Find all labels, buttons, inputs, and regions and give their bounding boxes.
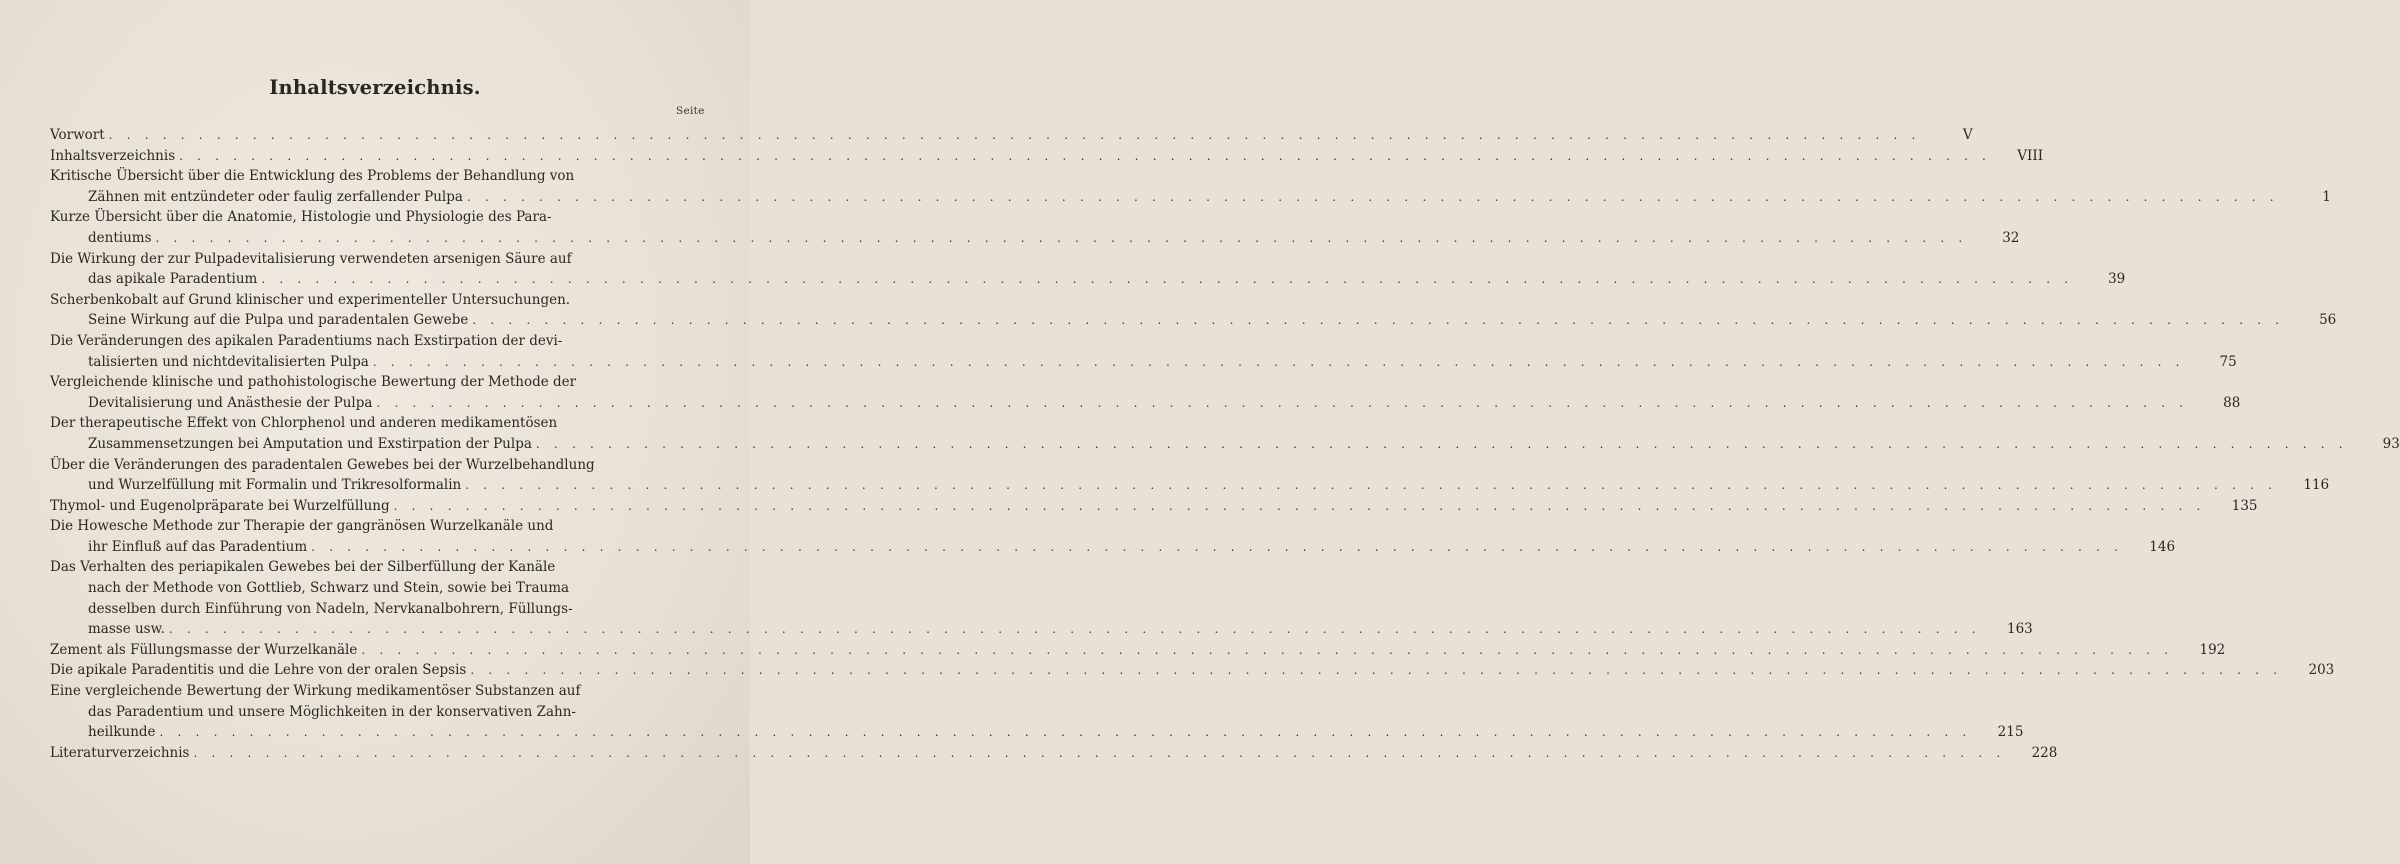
toc-entry-line: Devitalisierung und Anästhesie der Pulpa	[88, 394, 373, 411]
dot-leader: . . . . . . . . . . . . . . . . . . . . . . . . . . . . . . . . . . . . . . . . . . . . . . . . . . . . . . . . . . . . . . . . . . . . . . . . . . . . . . . . . . . . . . . . . . . . . . . . . . . . .	[168, 622, 1981, 637]
toc-entry	[50, 166, 2331, 207]
dot-leader: . . . . . . . . . . . . . . . . . . . . . . . . . . . . . . . . . . . . . . . . . . . . . . . . . . . . . . . . . . . . . . . . . . . . . . . . . . . . . . . . . . . . . . . . . . . . . . . . . . . . .	[361, 642, 2174, 657]
toc-entry-line: das Paradentium und unsere Möglichkeiten in der konservativen Zahn-	[88, 703, 576, 720]
toc-entry-line: das apikale Paradentium	[88, 271, 258, 288]
toc-entry	[50, 455, 2330, 496]
page-column-header: Seite	[676, 105, 705, 117]
dot-leader: . . . . . . . . . . . . . . . . . . . . . . . . . . . . . . . . . . . . . . . . . . . . . . . . . . . . . . . . . . . . . . . . . . . . . . . . . . . . . . . . . . . . . . . . . . . . . . . . . . . . .	[535, 436, 2348, 451]
toc-entry	[50, 660, 2335, 681]
toc-entry	[50, 516, 2176, 557]
toc-entry	[50, 331, 2237, 372]
toc-entry-last-line	[50, 125, 1973, 146]
toc-page-number: V	[1962, 127, 1973, 143]
toc-entry-line: desselben durch Einführung von Nadeln, Nervkanalbohrern, Füllungs-	[88, 600, 573, 617]
toc-entry-last-line	[50, 660, 2335, 681]
toc-page-number: 39	[2108, 271, 2126, 288]
toc-entry-last-line	[50, 146, 2044, 167]
toc-page-number: 32	[2002, 229, 2020, 246]
toc-page-number: 116	[2303, 477, 2330, 494]
toc-entry-last-line	[50, 187, 2331, 208]
toc-entry-last-line	[50, 228, 2020, 249]
dot-leader: . . . . . . . . . . . . . . . . . . . . . . . . . . . . . . . . . . . . . . . . . . . . . . . . . . . . . . . . . . . . . . . . . . . . . . . . . . . . . . . . . . . . . . . . . . . . . . . . . . . . .	[311, 539, 2124, 554]
toc-entry-last-line	[50, 722, 2024, 743]
dot-leader: . . . . . . . . . . . . . . . . . . . . . . . . . . . . . . . . . . . . . . . . . . . . . . . . . . . . . . . . . . . . . . . . . . . . . . . . . . . . . . . . . . . . . . . . . . . . . . . . . . . . .	[159, 725, 1972, 740]
toc-entry-line: Inhaltsverzeichnis	[50, 147, 176, 164]
toc-entry-line: Über die Veränderungen des paradentalen Gewebes bei der Wurzelbehandlung	[50, 456, 595, 473]
dot-leader: . . . . . . . . . . . . . . . . . . . . . . . . . . . . . . . . . . . . . . . . . . . . . . . . . . . . . . . . . . . . . . . . . . . . . . . . . . . . . . . . . . . . . . . . . . . . . . . . . . . . .	[470, 663, 2283, 678]
toc-entry	[50, 640, 2226, 661]
toc-entry-line: dentiums	[88, 229, 152, 246]
dot-leader: . . . . . . . . . . . . . . . . . . . . . . . . . . . . . . . . . . . . . . . . . . . . . . . . . . . . . . . . . . . . . . . . . . . . . . . . . . . . . . . . . . . . . . . . . . . . . . . . . . . . .	[376, 395, 2189, 410]
toc-entry-line: Scherbenkobalt auf Grund klinischer und experimenteller Untersuchungen.	[50, 291, 571, 308]
toc-page-number: 135	[2231, 497, 2258, 514]
toc-page-number: 56	[2319, 312, 2337, 329]
toc-entry-last-line	[50, 537, 2176, 558]
dot-leader: . . . . . . . . . . . . . . . . . . . . . . . . . . . . . . . . . . . . . . . . . . . . . . . . . . . . . . . . . . . . . . . . . . . . . . . . . . . . . . . . . . . . . . . . . . . . . . . . . . . . .	[466, 189, 2279, 204]
dot-leader: . . . . . . . . . . . . . . . . . . . . . . . . . . . . . . . . . . . . . . . . . . . . . . . . . . . . . . . . . . . . . . . . . . . . . . . . . . . . . . . . . . . . . . . . . . . . . . . . . . . . .	[108, 128, 1921, 142]
toc-entry	[50, 557, 2033, 639]
page-title: Inhaltsverzeichnis.	[269, 76, 481, 99]
toc-page-number: 163	[2006, 621, 2033, 638]
toc-page-number: VIII	[2017, 147, 2044, 164]
dot-leader: . . . . . . . . . . . . . . . . . . . . . . . . . . . . . . . . . . . . . . . . . . . . . . . . . . . . . . . . . . . . . . . . . . . . . . . . . . . . . . . . . . . . . . . . . . . . . . . . . . . . .	[193, 745, 2006, 760]
toc-entry-line: Die Howesche Methode zur Therapie der gangränösen Wurzelkanäle und	[50, 518, 554, 535]
dot-leader: . . . . . . . . . . . . . . . . . . . . . . . . . . . . . . . . . . . . . . . . . . . . . . . . . . . . . . . . . . . . . . . . . . . . . . . . . . . . . . . . . . . . . . . . . . . . . . . . . . . . .	[465, 478, 2278, 493]
toc-entry-line: Die Veränderungen des apikalen Paradentiums nach Exstirpation der devi-	[50, 332, 563, 349]
dot-leader: . . . . . . . . . . . . . . . . . . . . . . . . . . . . . . . . . . . . . . . . . . . . . . . . . . . . . . . . . . . . . . . . . . . . . . . . . . . . . . . . . . . . . . . . . . . . . . . . . . . . .	[372, 354, 2185, 369]
toc-entry-line: heilkunde	[88, 724, 156, 741]
toc-entry	[50, 125, 1973, 146]
toc-entry-line: Die apikale Paradentitis und die Lehre von der oralen Sepsis	[50, 662, 467, 679]
dot-leader: . . . . . . . . . . . . . . . . . . . . . . . . . . . . . . . . . . . . . . . . . . . . . . . . . . . . . . . . . . . . . . . . . . . . . . . . . . . . . . . . . . . . . . . . . . . . . . . . . . . . .	[393, 498, 2206, 513]
toc-entry-last-line	[50, 310, 2337, 331]
toc-entry-last-line	[50, 640, 2226, 661]
toc-entry-last-line	[50, 352, 2237, 373]
dot-leader: . . . . . . . . . . . . . . . . . . . . . . . . . . . . . . . . . . . . . . . . . . . . . . . . . . . . . . . . . . . . . . . . . . . . . . . . . . . . . . . . . . . . . . . . . . . . . . . . . . . . .	[155, 230, 1968, 245]
toc-page-number: 203	[2308, 662, 2335, 679]
toc-entry-line: talisierten und nichtdevitalisierten Pulpa	[88, 353, 369, 370]
toc-entry	[50, 290, 2337, 331]
toc-entry-last-line	[50, 475, 2330, 496]
toc-entry-line: und Wurzelfüllung mit Formalin und Trikresolformalin	[88, 477, 462, 494]
dot-leader: . . . . . . . . . . . . . . . . . . . . . . . . . . . . . . . . . . . . . . . . . . . . . . . . . . . . . . . . . . . . . . . . . . . . . . . . . . . . . . . . . . . . . . . . . . . . . . . . . . . . .	[179, 148, 1992, 163]
toc-entry-line: Eine vergleichende Bewertung der Wirkung medikamentöser Substanzen auf	[50, 683, 581, 700]
toc-entry-line: Zusammensetzungen bei Amputation und Exstirpation der Pulpa	[88, 435, 532, 452]
toc-entry-line: nach der Methode von Gottlieb, Schwarz und Stein, sowie bei Trauma	[88, 580, 570, 597]
toc-entry-line: ihr Einfluß auf das Paradentium	[88, 538, 308, 555]
toc-page-number: 1	[2322, 188, 2331, 205]
toc-entry-last-line	[50, 434, 2400, 455]
table-of-contents	[50, 125, 2400, 763]
toc-entry	[50, 413, 2400, 454]
toc-entry-line: Kurze Übersicht über die Anatomie, Histologie und Physiologie des Para-	[50, 209, 552, 226]
toc-entry-last-line	[50, 496, 2258, 517]
toc-page-number: 75	[2219, 353, 2237, 370]
toc-entry-line: Die Wirkung der zur Pulpadevitalisierung verwendeten arsenigen Säure auf	[50, 250, 572, 267]
toc-entry	[50, 743, 2058, 764]
toc-entry-line: Zähnen mit entzündeter oder faulig zerfallender Pulpa	[88, 188, 463, 205]
toc-page-number: 146	[2149, 538, 2176, 555]
toc-entry-line: Seine Wirkung auf die Pulpa und paradentalen Gewebe	[88, 312, 469, 329]
toc-entry-line: Das Verhalten des periapikalen Gewebes bei der Silberfüllung der Kanäle	[50, 559, 556, 576]
toc-page-number: 192	[2199, 641, 2226, 658]
toc-entry-last-line	[50, 619, 2033, 640]
toc-entry-line: Kritische Übersicht über die Entwicklung des Problems der Behandlung von	[50, 168, 575, 185]
toc-entry-last-line	[50, 393, 2241, 414]
dot-leader: . . . . . . . . . . . . . . . . . . . . . . . . . . . . . . . . . . . . . . . . . . . . . . . . . . . . . . . . . . . . . . . . . . . . . . . . . . . . . . . . . . . . . . . . . . . . . . . . . . . . .	[261, 272, 2074, 287]
dot-leader: . . . . . . . . . . . . . . . . . . . . . . . . . . . . . . . . . . . . . . . . . . . . . . . . . . . . . . . . . . . . . . . . . . . . . . . . . . . . . . . . . . . . . . . . . . . . . . . . . . . . .	[472, 313, 2285, 328]
toc-entry-line: Zement als Füllungsmasse der Wurzelkanäle	[50, 641, 358, 658]
toc-entry	[50, 146, 2044, 167]
toc-page-number: 215	[1997, 724, 2024, 741]
toc-entry	[50, 207, 2020, 248]
toc-entry-line: Vorwort	[50, 127, 105, 143]
toc-page-number: 93	[2382, 435, 2400, 452]
toc-entry-line: Der therapeutische Effekt von Chlorphenol und anderen medikamentösen	[50, 415, 558, 432]
toc-page-number: 228	[2031, 744, 2058, 761]
toc-entry-last-line	[50, 269, 2126, 290]
toc-entry	[50, 496, 2258, 517]
toc-entry	[50, 681, 2024, 743]
toc-entry	[50, 249, 2126, 290]
toc-entry-last-line	[50, 743, 2058, 764]
toc-entry-line: Vergleichende klinische und pathohistologische Bewertung der Methode der	[50, 374, 577, 391]
toc-entry-line: masse usw.	[88, 621, 165, 638]
toc-entry-line: Literaturverzeichnis	[50, 744, 190, 761]
toc-entry	[50, 372, 2241, 413]
toc-entry-line: Thymol- und Eugenolpräparate bei Wurzelfüllung	[50, 497, 390, 514]
toc-page-number: 88	[2223, 394, 2241, 411]
